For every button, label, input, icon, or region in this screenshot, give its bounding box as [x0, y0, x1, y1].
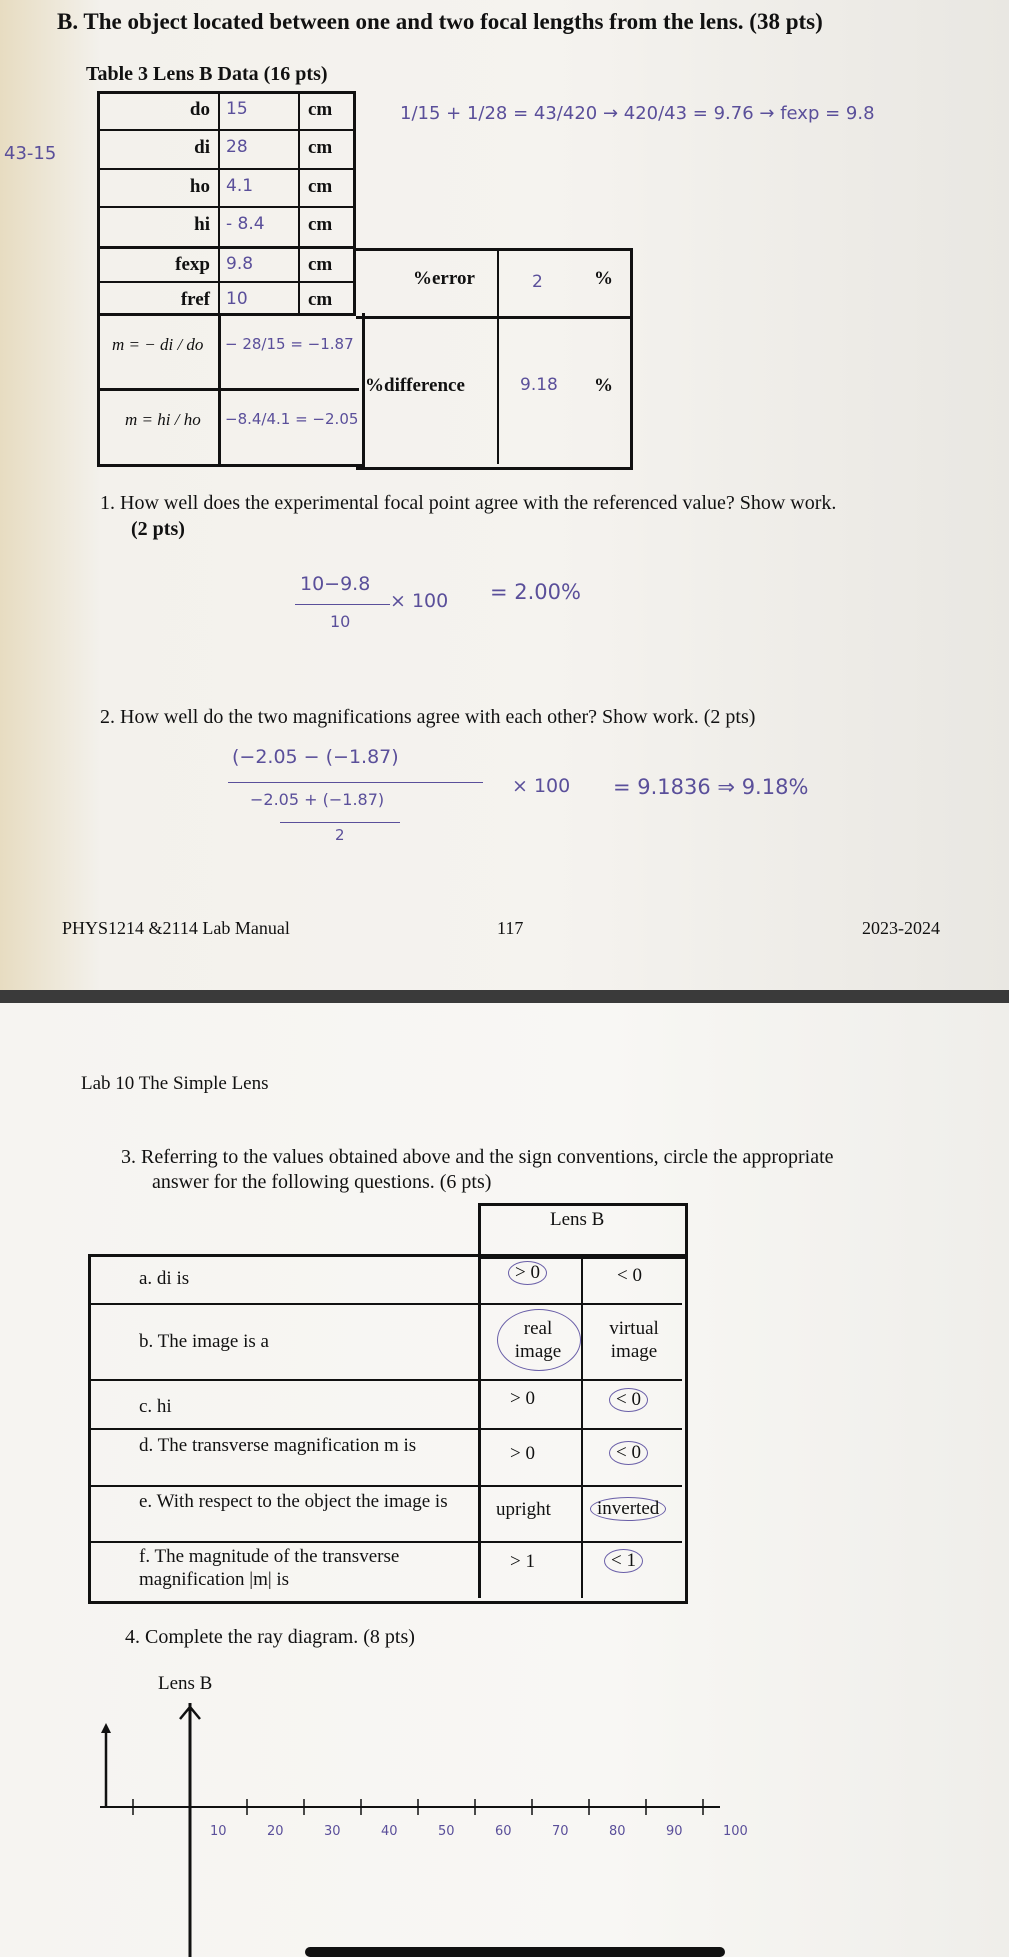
axis-tick-label: 40	[381, 1824, 398, 1839]
row-unit: cm	[308, 99, 333, 120]
axis-tick-label: 50	[438, 1824, 455, 1839]
question-f: f. The magnitude of the transverse magnification |m| is	[139, 1546, 400, 1590]
q2-fraction-bar	[228, 782, 483, 783]
error-col-divider	[497, 248, 499, 464]
question-1-points: (2 pts)	[131, 518, 185, 540]
home-indicator-bar[interactable]	[305, 1947, 725, 1957]
option-d1[interactable]: > 0	[510, 1443, 535, 1464]
footer-manual: PHYS1214 &2114 Lab Manual	[62, 918, 290, 938]
difference-value: 9.18	[520, 375, 558, 395]
section-heading: B. The object located between one and two focal lengths from the lens. (38 pts)	[57, 9, 823, 34]
axis-tick-label: 70	[552, 1824, 569, 1839]
axis-tick-label: 80	[609, 1824, 626, 1839]
axis-tick-label: 30	[324, 1824, 341, 1839]
q2-denominator: −2.05 + (−1.87)	[250, 790, 385, 809]
row-value: 10	[226, 289, 248, 309]
question-3-line2: answer for the following questions. (6 pts)	[152, 1171, 492, 1193]
footer-year: 2023-2024	[862, 918, 940, 938]
row-unit: cm	[308, 137, 333, 158]
error-value: 2	[532, 272, 543, 292]
option-d2[interactable]: < 0	[609, 1441, 648, 1465]
table-col-rule	[218, 91, 220, 316]
table-rule	[97, 246, 356, 249]
lens-b-header: Lens B	[550, 1209, 605, 1230]
row-unit: cm	[308, 289, 333, 310]
row-unit: cm	[308, 254, 333, 275]
object-arrow-head	[101, 1723, 111, 1733]
axis-tick-label: 60	[495, 1824, 512, 1839]
axis-tick-label: 10	[210, 1824, 227, 1839]
error-label: %error	[413, 268, 475, 289]
row-value: 9.8	[226, 254, 254, 274]
error-box	[356, 248, 633, 470]
ray-diagram	[80, 1703, 748, 1957]
option-b2[interactable]: virtual image	[609, 1318, 659, 1362]
axis-tick-label: 90	[666, 1824, 683, 1839]
option-f2[interactable]: < 1	[604, 1549, 643, 1573]
q1-times: × 100	[390, 590, 449, 612]
q1-fraction-bar	[295, 604, 390, 605]
question-2: 2. How well do the two magnifications agree with each other? Show work. (2 pts)	[100, 706, 756, 728]
option-c1[interactable]: > 0	[510, 1388, 535, 1409]
table-rule	[97, 281, 356, 283]
option-a2[interactable]: < 0	[617, 1265, 642, 1286]
option-e2[interactable]: inverted	[590, 1497, 666, 1521]
diagram-label: Lens B	[158, 1673, 213, 1694]
row-label: di	[194, 137, 210, 158]
focal-length-calculation: 1/15 + 1/28 = 43/420 → 420/43 = 9.76 → fexp = 9.8	[400, 103, 875, 124]
row-unit: cm	[308, 214, 333, 235]
option-c2[interactable]: < 0	[609, 1388, 648, 1412]
q2-numerator: (−2.05 − (−1.87)	[232, 746, 399, 768]
row-value: 15	[226, 99, 248, 119]
row-label: fref	[180, 289, 210, 310]
row-unit: cm	[308, 176, 333, 197]
q2-two: 2	[335, 826, 345, 844]
m-work-height: −8.4/4.1 = −2.05	[225, 410, 359, 428]
difference-label: %difference	[365, 375, 465, 396]
q1-result: = 2.00%	[490, 580, 581, 604]
percent-sign: %	[594, 268, 613, 289]
m-divider	[97, 388, 359, 391]
option-f1[interactable]: > 1	[510, 1551, 535, 1572]
q2-inner-bar	[280, 822, 400, 823]
question-a: a. di is	[139, 1268, 190, 1289]
error-divider	[356, 316, 630, 319]
footer-page-number: 117	[497, 918, 524, 938]
m-work-distance: − 28/15 = −1.87	[225, 335, 354, 353]
row-value: 4.1	[226, 176, 254, 196]
table-rule	[97, 129, 356, 131]
margin-note: 43-15	[4, 143, 57, 164]
axis-tick-label: 100	[723, 1824, 748, 1839]
option-b1[interactable]: real image	[514, 1318, 562, 1362]
question-4: 4. Complete the ray diagram. (8 pts)	[125, 1626, 415, 1648]
q1-denominator: 10	[330, 612, 351, 631]
percent-sign: %	[594, 375, 613, 396]
row-value: - 8.4	[226, 214, 265, 234]
row-label: ho	[189, 176, 210, 197]
worksheet-page-118	[0, 1003, 1009, 1957]
table-rule	[97, 168, 356, 170]
table-col-rule	[298, 91, 300, 316]
axis-tick-label: 20	[267, 1824, 284, 1839]
page-header: Lab 10 The Simple Lens	[81, 1073, 269, 1094]
question-d: d. The transverse magnification m is	[139, 1435, 417, 1456]
question-c: c. hi	[139, 1396, 172, 1417]
row-label: do	[189, 99, 210, 120]
m-col-divider	[218, 313, 221, 464]
table-rule	[97, 206, 356, 208]
option-a1[interactable]: > 0	[508, 1261, 547, 1285]
q2-times: × 100	[512, 775, 571, 797]
row-value: 28	[226, 137, 248, 157]
row-label: hi	[194, 214, 210, 235]
option-e1[interactable]: upright	[496, 1499, 551, 1520]
q1-numerator: 10−9.8	[300, 573, 371, 595]
page-divider	[0, 990, 1009, 1003]
q2-result: = 9.1836 ⇒ 9.18%	[613, 775, 809, 799]
question-e: e. With respect to the object the image is	[139, 1491, 448, 1512]
m-formula-height: m = hi / ho	[125, 410, 201, 429]
row-label: fexp	[175, 254, 210, 275]
table-title: Table 3 Lens B Data (16 pts)	[86, 63, 328, 85]
question-b: b. The image is a	[139, 1331, 269, 1352]
axis-tick-labels	[210, 1824, 748, 1839]
question-3: 3. Referring to the values obtained above and the sign conventions, circle the appropriate	[121, 1146, 834, 1168]
m-formula-distance: m = − di / do	[112, 335, 204, 354]
question-1: 1. How well does the experimental focal point agree with the referenced value? Show work.	[100, 492, 837, 514]
